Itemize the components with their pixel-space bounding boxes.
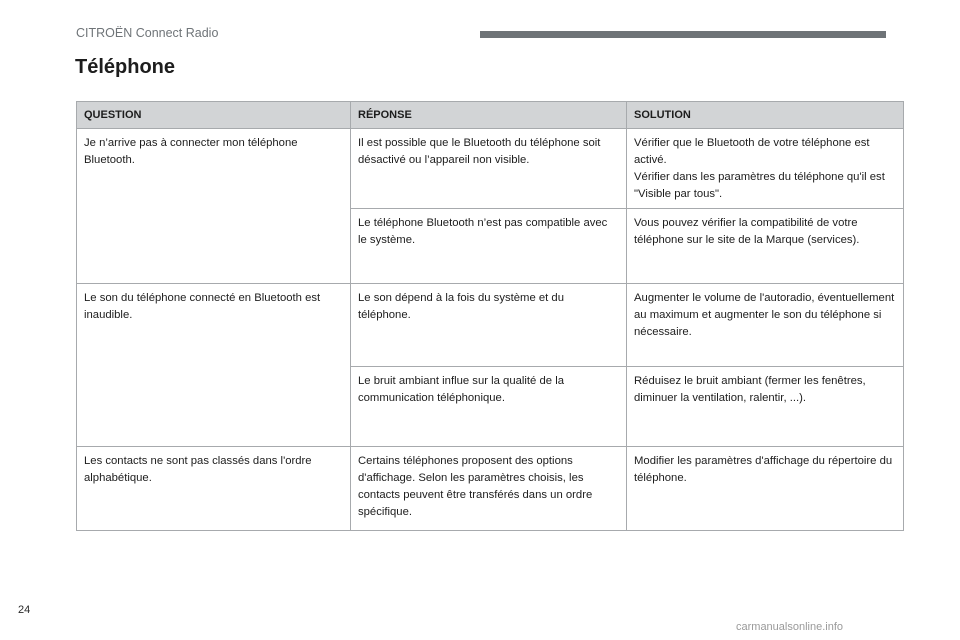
response-cell: Il est possible que le Bluetooth du téléphone soit désactivé ou l’appareil non visible. — [351, 129, 627, 209]
solution-cell — [627, 284, 904, 367]
response-cell: Le son dépend à la fois du système et du téléphone. — [351, 284, 627, 367]
solution-line: Réduisez le bruit ambiant (fermer les fenêtres, diminuer la ventilation, ralentir, ...). — [634, 375, 866, 404]
question-cell: Le son du téléphone connecté en Bluetooth est inaudible. — [77, 284, 351, 447]
solution-cell — [627, 367, 904, 447]
faq-table — [76, 101, 904, 531]
column-header-response: RÉPONSE — [351, 102, 627, 129]
page-title: Téléphone — [75, 56, 176, 78]
solution-cell — [627, 447, 904, 531]
response-cell: Le téléphone Bluetooth n’est pas compatible avec le système. — [351, 209, 627, 284]
response-cell: Certains téléphones proposent des options d'affichage. Selon les paramètres choisis, les contacts peuvent être transférés dans un ordre spécifique. — [351, 447, 627, 531]
question-cell: Les contacts ne sont pas classés dans l'ordre alphabétique. — [77, 447, 351, 531]
table-row — [77, 129, 904, 209]
page-number: 24 — [18, 604, 31, 616]
solution-cell — [627, 129, 904, 209]
table-row — [77, 284, 904, 367]
table-row — [77, 447, 904, 531]
solution-cell — [627, 209, 904, 284]
solution-line: Augmenter le volume de l'autoradio, éventuellement au maximum et augmenter le son du téléphone si nécessaire. — [634, 292, 895, 338]
header-title: CITROËN Connect Radio — [76, 26, 219, 40]
response-cell: Le bruit ambiant influe sur la qualité de la communication téléphonique. — [351, 367, 627, 447]
solution-line: Vérifier que le Bluetooth de votre téléphone est activé. — [634, 137, 870, 166]
watermark: carmanualsonline.info — [736, 621, 844, 633]
solution-line: Modifier les paramètres d'affichage du répertoire du téléphone. — [634, 455, 893, 484]
question-cell: Je n’arrive pas à connecter mon téléphone Bluetooth. — [77, 129, 351, 284]
column-header-question: QUESTION — [77, 102, 351, 129]
table-header-row — [77, 102, 904, 129]
solution-line: Vérifier dans les paramètres du téléphone qu'il est "Visible par tous". — [634, 171, 885, 200]
header-bar — [480, 31, 886, 38]
column-header-solution: SOLUTION — [627, 102, 904, 129]
solution-line: Vous pouvez vérifier la compatibilité de votre téléphone sur le site de la Marque (services). — [634, 217, 860, 246]
